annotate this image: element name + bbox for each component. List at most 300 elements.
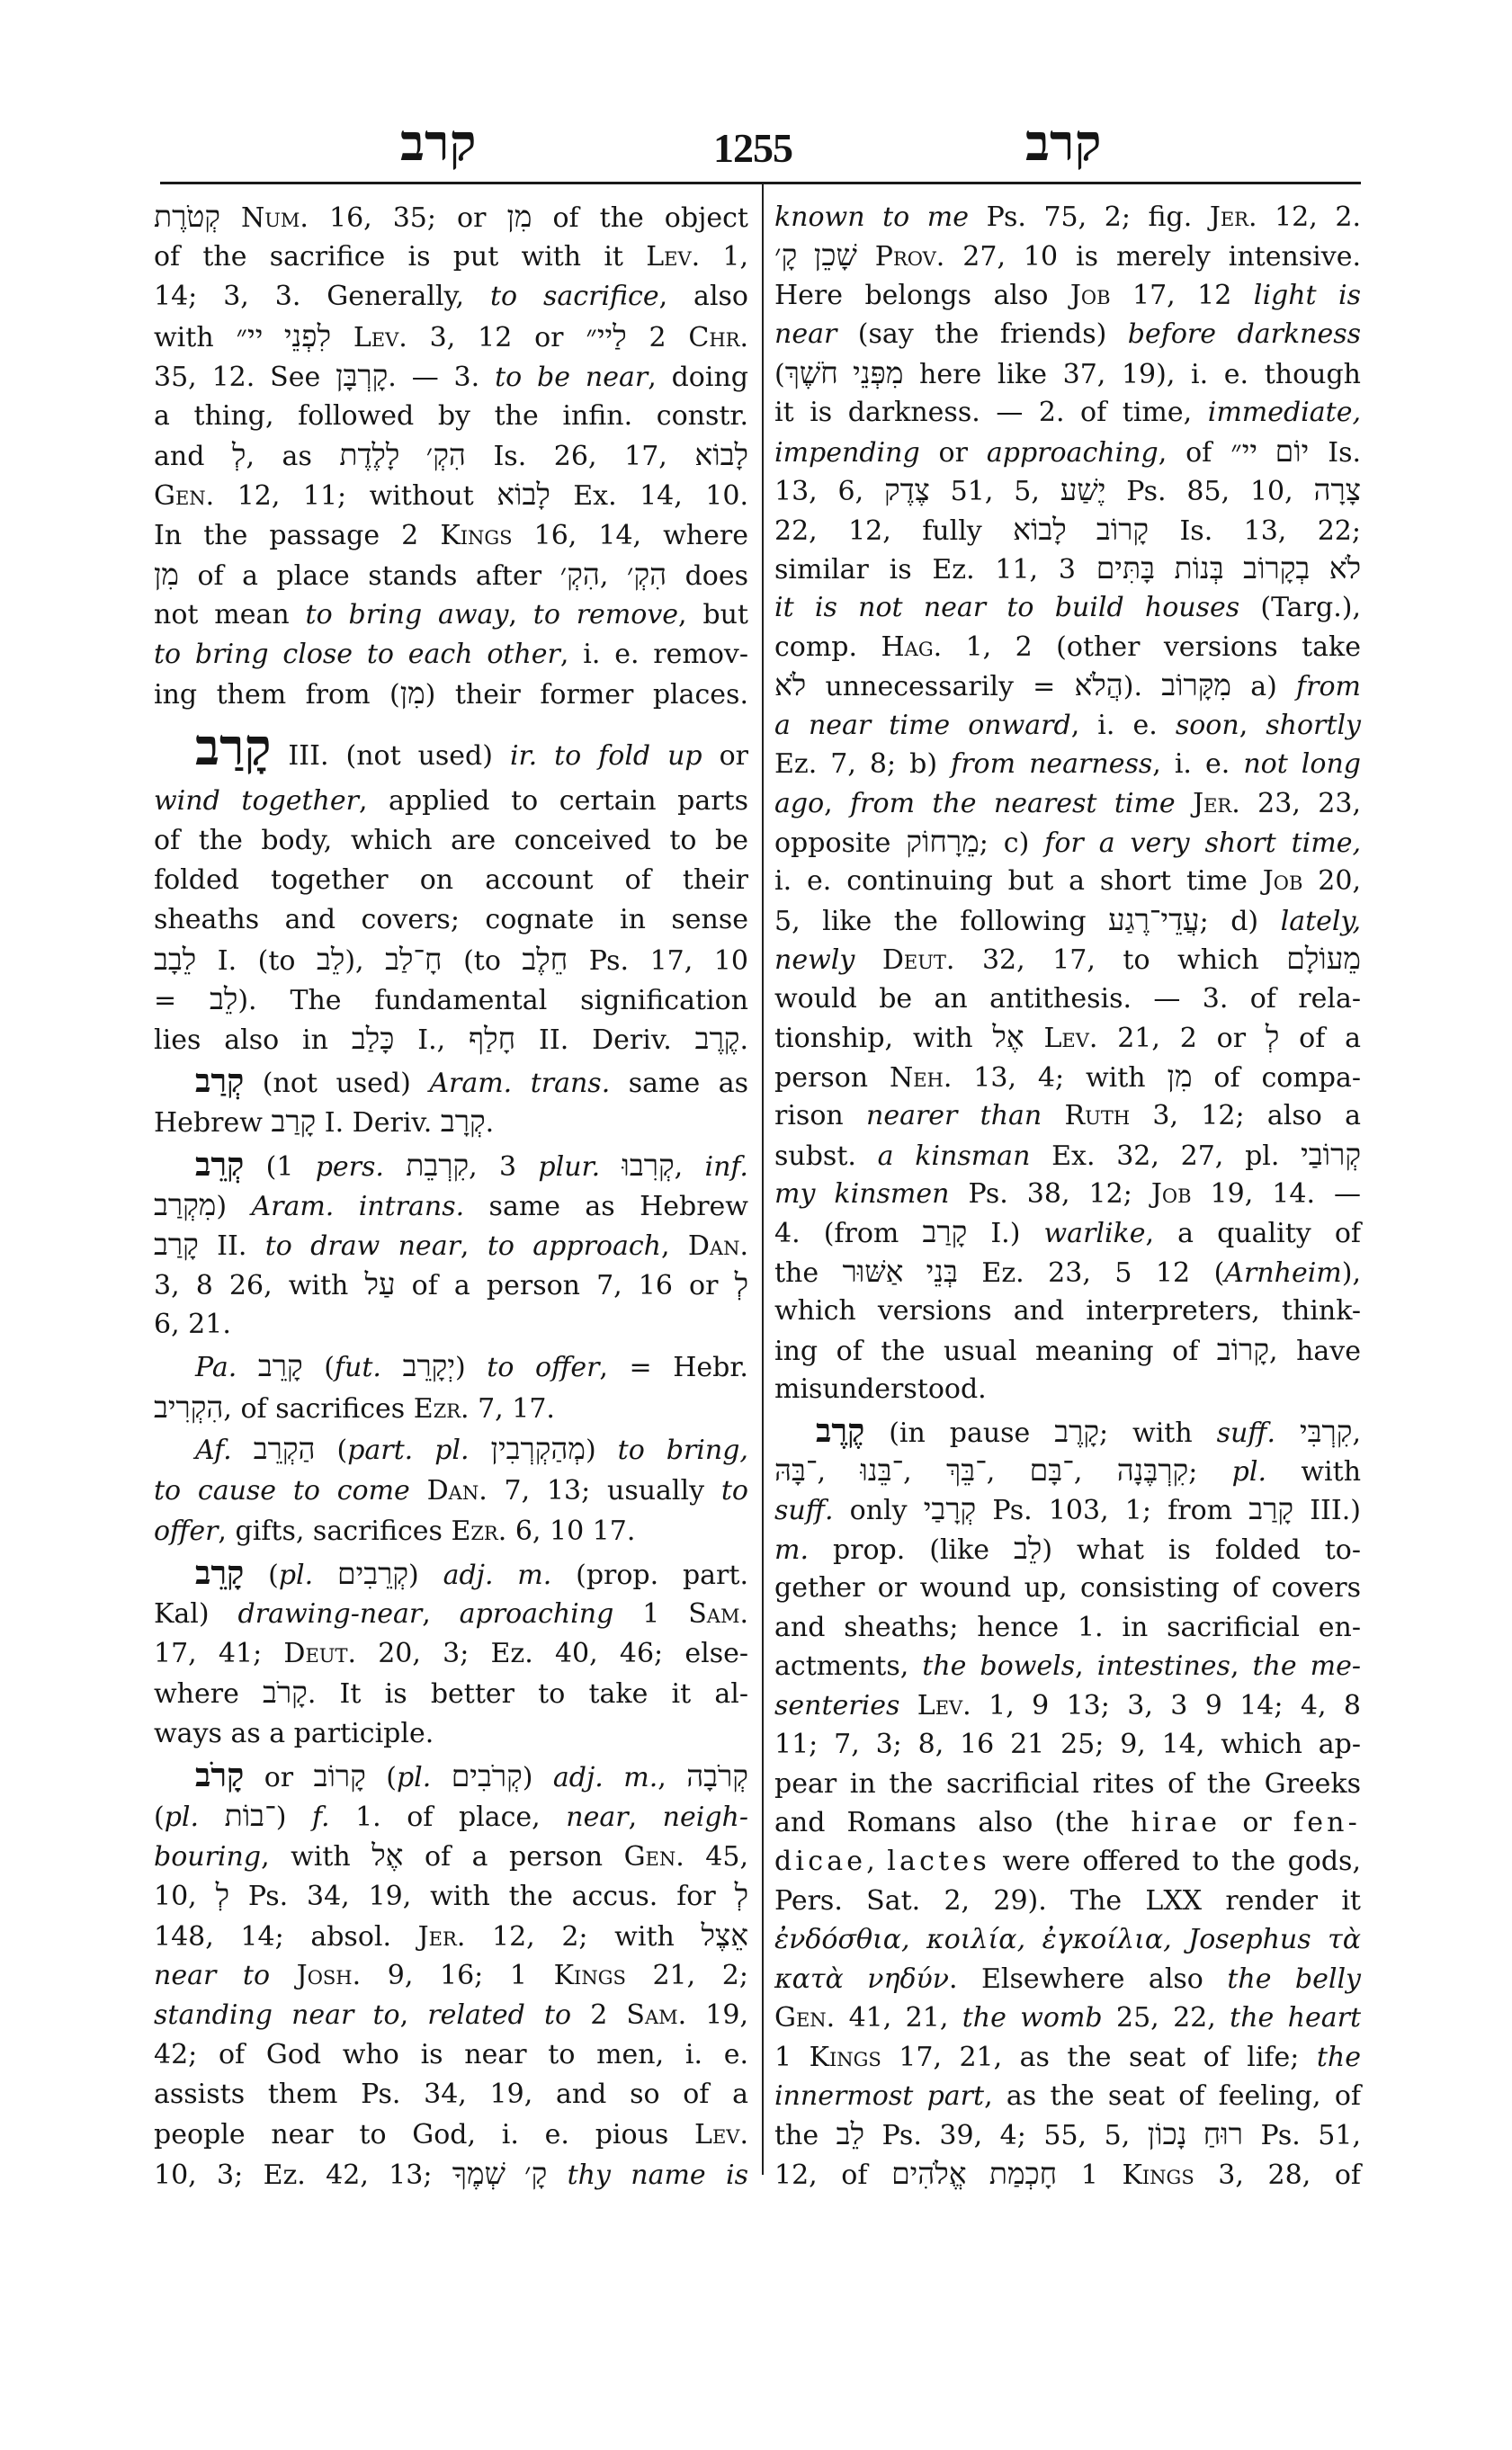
text-run: , 3 <box>469 1150 539 1183</box>
text-line <box>774 199 1361 237</box>
text-run: 7, 17. <box>469 1392 555 1425</box>
scripture-reference: Neh. <box>889 1061 953 1094</box>
hebrew-word: ־בָּהּ <box>774 1455 818 1488</box>
text-run: ; <box>1188 1456 1232 1488</box>
text-run: rison <box>774 1100 866 1132</box>
hebrew-word: קִרְבִּי <box>1300 1416 1353 1449</box>
italic-run: near <box>774 318 837 351</box>
scripture-reference: Job <box>1150 1177 1192 1210</box>
greek-word: κατὰ νηδύν <box>774 1963 949 1995</box>
italic-run: before darkness <box>1127 318 1361 351</box>
hebrew-word: ־בוֹת <box>224 1800 276 1833</box>
text-line <box>774 472 1361 510</box>
text-line <box>154 2156 748 2194</box>
text-run: ; with <box>1099 1417 1217 1449</box>
text-run: ing of the usual meaning of <box>774 1335 1217 1367</box>
text-line <box>774 1453 1361 1490</box>
right-column <box>774 199 1361 2194</box>
italic-run: impending <box>774 436 920 469</box>
hebrew-word: קְרֹבָה <box>686 1760 748 1793</box>
italic-run: from nearness <box>951 748 1153 781</box>
hebrew-word: מִן <box>1167 1060 1193 1094</box>
italic-run: drawing-near <box>237 1597 423 1630</box>
scripture-reference: Dan. <box>687 1230 749 1263</box>
text-run: folded together on account of their <box>154 864 748 897</box>
hebrew-word: מִן <box>506 201 532 234</box>
italic-run: to bring, <box>617 1435 748 1467</box>
italic-run: near to <box>154 1959 271 1991</box>
hebrew-word: קָרוֹב <box>313 1760 366 1793</box>
text-line <box>774 1648 1361 1685</box>
text-run: or <box>244 1761 314 1793</box>
text-run: 12, 2. <box>1257 201 1361 233</box>
text-line <box>154 1227 748 1265</box>
text-run: 27, 10 is merely intensive. <box>944 241 1361 273</box>
text-run: 3, 8 26, with <box>154 1270 365 1302</box>
italic-run: standing near to <box>154 1998 400 2031</box>
text-run: (Targ.), <box>1239 592 1361 624</box>
text-run: 3, 28, of <box>1194 2159 1361 2191</box>
text-line <box>774 707 1361 745</box>
scripture-reference: Job <box>1069 279 1111 311</box>
italic-run: the me- <box>1252 1650 1361 1683</box>
italic-run: known to me <box>774 201 970 233</box>
scripture-reference: Jer. <box>1209 201 1257 233</box>
text-run: or <box>1221 1806 1293 1838</box>
greek-word: τὰ <box>1328 1924 1361 1956</box>
italic-run: pl. <box>278 1559 314 1591</box>
headword: קָרֵב <box>195 1554 245 1591</box>
hebrew-word: קָרוֹב <box>1216 1334 1270 1367</box>
hebrew-word: לְ <box>734 1269 748 1302</box>
italic-run: Arnheim <box>1224 1256 1342 1289</box>
text-run: 20, 3; Ez. 40, 46; else- <box>356 1638 748 1670</box>
text-run: 148, 14; absol. <box>154 1920 418 1953</box>
text-run: , <box>824 787 851 819</box>
scripture-reference: Lev. <box>917 1689 971 1721</box>
text-line <box>774 785 1361 823</box>
text-run: 19, 14. — <box>1191 1177 1361 1210</box>
italic-run: warlike <box>1043 1218 1146 1250</box>
text-line <box>154 1472 748 1510</box>
hebrew-word: לְ <box>734 1880 748 1913</box>
italic-run: shortly <box>1266 709 1361 741</box>
hebrew-word: חָלַף <box>469 1024 516 1057</box>
hebrew-word: חֵלֶב <box>522 943 568 977</box>
entry-start-line <box>154 716 748 781</box>
scripture-reference: Lev. <box>353 321 407 353</box>
italic-run: to sacrifice <box>489 281 659 313</box>
text-run: 12, of <box>774 2159 892 2191</box>
text-run: 5, like the following <box>774 905 1108 937</box>
scripture-reference: Deut. <box>881 944 955 977</box>
column-divider <box>762 183 764 2175</box>
text-run: 22, 12, fully <box>774 514 1014 547</box>
hebrew-word: קָרְבָּן <box>336 360 389 393</box>
running-head-right: קרב <box>1025 116 1102 172</box>
text-run: 41, 21, <box>835 2002 962 2034</box>
italic-run: near <box>566 1801 629 1833</box>
text-run: 12, 2; with <box>465 1920 702 1953</box>
text-run: not mean <box>154 599 306 631</box>
text-line <box>154 1798 748 1836</box>
text-run: Ps. 103, 1; from <box>976 1495 1249 1527</box>
text-line <box>774 1882 1361 1920</box>
text-run: 2 <box>626 321 689 353</box>
text-run: , <box>460 1230 488 1263</box>
text-run: tionship, with <box>774 1023 993 1055</box>
italic-run: adj. m. <box>443 1559 552 1591</box>
text-run: , <box>817 1456 861 1488</box>
text-run: , as <box>246 441 340 473</box>
text-line <box>154 596 748 634</box>
text-run: it is darkness. — 2. of time, <box>774 397 1208 429</box>
text-run: prop. (like <box>808 1533 1015 1566</box>
text-run: , <box>1239 709 1266 741</box>
text-run: 51, 5, <box>929 476 1060 508</box>
text-run: Is. 13, 22; <box>1149 514 1361 547</box>
text-run: II. Deriv. <box>515 1024 695 1057</box>
text-line <box>774 863 1361 900</box>
italic-run: from <box>1296 671 1361 703</box>
text-line <box>774 2039 1361 2077</box>
text-line <box>774 1214 1361 1252</box>
text-line <box>154 1266 748 1304</box>
text-run: 1. of place, <box>329 1801 567 1833</box>
hebrew-word: לֵבָב <box>154 943 197 977</box>
text-run: 6, 10 17. <box>506 1515 636 1547</box>
text-run: , <box>399 1998 428 2031</box>
headword: קְרַב <box>195 1063 245 1100</box>
text-run: 12, 11; without <box>214 480 497 513</box>
hebrew-word: לֹא <box>774 670 807 703</box>
italic-run: to be near <box>495 361 649 393</box>
text-line <box>774 1921 1361 1959</box>
text-run: 17, 12 <box>1110 279 1254 311</box>
italic-run: a kinsman <box>877 1140 1031 1172</box>
hebrew-word: יוֹם יי״ <box>1230 435 1310 469</box>
text-run: of a place stands after <box>178 559 560 592</box>
hebrew-word: הַקְרֵב <box>253 1434 316 1467</box>
scripture-reference: Kings <box>809 2041 881 2073</box>
text-run: Is. <box>1309 436 1362 469</box>
text-run: 1 <box>774 2041 810 2073</box>
text-run <box>1311 1924 1328 1955</box>
hebrew-word: לֵב <box>1014 1533 1042 1566</box>
text-run: Hebrew <box>154 1107 272 1140</box>
text-run: . Elsewhere also <box>949 1963 1228 1995</box>
italic-run: Pa. <box>195 1351 237 1383</box>
text-run: same as <box>610 1068 748 1100</box>
text-run: 16, 35; or <box>308 202 507 234</box>
text-line <box>774 1843 1361 1881</box>
text-line <box>774 1097 1361 1135</box>
text-line <box>154 278 748 316</box>
text-run <box>381 1352 403 1383</box>
italic-run: the <box>1316 2041 1361 2073</box>
hebrew-word: עֲדֵי־רֶגַע <box>1108 904 1200 937</box>
text-run: of the body, which are conceived to be <box>154 825 748 857</box>
text-run: , <box>1230 1650 1253 1683</box>
hebrew-word: אֶל <box>992 1022 1024 1055</box>
scripture-reference: Ruth <box>1064 1100 1131 1132</box>
text-run: Pers. Sat. 2, 29). The LXX render it <box>774 1884 1361 1917</box>
text-run: gether or wound up, consisting of covers <box>774 1572 1361 1605</box>
italic-run: plur. <box>538 1150 601 1183</box>
text-run: (to <box>442 944 523 977</box>
italic-run: to offer <box>487 1351 600 1383</box>
scripture-reference: Sam. <box>626 1998 687 2031</box>
italic-run: pers. <box>315 1150 384 1183</box>
hebrew-word: קָרַב <box>1248 1494 1294 1527</box>
italic-run: senteries <box>774 1689 900 1721</box>
text-run: 3, 12 or <box>407 321 586 353</box>
hebrew-word: קָרֹב <box>263 1677 308 1711</box>
text-run <box>220 202 241 234</box>
italic-run: to remove <box>532 599 679 631</box>
text-run: Ex. 14, 10. <box>550 480 748 513</box>
text-run: I. (to <box>196 944 317 977</box>
text-run <box>384 1151 406 1183</box>
left-column <box>154 199 748 2194</box>
text-line <box>154 238 748 276</box>
letterspaced-word: dicae <box>774 1846 867 1878</box>
hebrew-word: לָבוֹא <box>694 440 748 473</box>
text-run: , <box>674 1150 705 1183</box>
text-run: 23, 23, <box>1239 787 1361 819</box>
text-run: of a <box>1279 1023 1361 1055</box>
letterspaced-word: lactes <box>887 1846 990 1878</box>
italic-run: innermost part <box>774 2080 985 2112</box>
text-line <box>774 941 1361 979</box>
text-line <box>154 1838 748 1875</box>
text-run: 11; 7, 3; 8, 16 21 25; 9, 14, which ap- <box>774 1729 1361 1761</box>
italic-run: pl. <box>1231 1456 1267 1488</box>
headword-large: קָרַב <box>195 720 272 776</box>
text-line <box>154 1390 748 1427</box>
running-head-left: קרב <box>400 116 477 172</box>
hebrew-word: לַיי״ <box>586 320 627 353</box>
text-run: 16, 14, where <box>512 519 748 551</box>
hebrew-word: קָרַב <box>271 1106 317 1140</box>
text-run: . It is better to take it al- <box>307 1678 749 1711</box>
text-run: ( <box>315 1435 348 1467</box>
text-run: 7, 13; usually <box>487 1475 721 1507</box>
hebrew-word: מִן <box>399 678 425 711</box>
text-run: ) <box>216 1190 252 1222</box>
italic-run: part. pl. <box>347 1435 470 1467</box>
text-run: 19, <box>686 1998 749 2031</box>
hebrew-word: קְרֵבִים <box>337 1558 409 1591</box>
hebrew-word: מִן <box>154 559 179 592</box>
text-line <box>774 746 1361 783</box>
text-run: of the object <box>532 202 748 234</box>
text-line <box>774 550 1361 588</box>
text-run: 13, 6, <box>774 476 885 508</box>
italic-run: light is <box>1253 279 1362 311</box>
text-run: 2 <box>571 1998 627 2031</box>
text-line <box>154 1104 748 1141</box>
text-run: 17, 41; <box>154 1638 284 1670</box>
text-run: (1 <box>244 1150 316 1183</box>
italic-run: ir. to fold up <box>509 739 702 772</box>
italic-run: m. <box>774 1533 809 1566</box>
text-line <box>774 1999 1361 2037</box>
text-run: 20, <box>1302 865 1362 898</box>
text-run: a thing, followed by the infin. constr. <box>154 400 748 433</box>
text-run: ; c) <box>979 827 1045 859</box>
text-run: the <box>774 1256 843 1289</box>
italic-run: suff. <box>1216 1417 1276 1449</box>
text-run <box>854 944 882 976</box>
italic-run: the bowels <box>922 1650 1076 1683</box>
text-line <box>774 237 1361 275</box>
text-run: II. <box>198 1230 265 1263</box>
text-run: Ex. 32, 27, pl. <box>1030 1140 1302 1172</box>
text-run: , <box>599 559 627 592</box>
text-line <box>774 1371 1361 1408</box>
text-run: I. Deriv. <box>316 1107 441 1140</box>
italic-run: my kinsmen <box>774 1177 950 1210</box>
text-run: ), <box>344 944 386 977</box>
italic-run: intestines <box>1096 1650 1230 1683</box>
text-line <box>154 862 748 899</box>
text-line <box>154 1715 748 1753</box>
hebrew-word: לְ <box>232 440 246 473</box>
text-line <box>774 1059 1361 1096</box>
text-run: , <box>986 1456 1030 1488</box>
text-run: , applied to certain parts <box>358 784 748 817</box>
entry-start-line <box>154 1346 748 1388</box>
hebrew-word: קְרוֹבַי <box>1301 1139 1361 1172</box>
text-run: 4. (from <box>774 1218 923 1250</box>
text-run: Ps. 38, 12; <box>949 1177 1151 1210</box>
italic-run: wind together <box>154 784 359 817</box>
text-run: ( <box>774 358 785 390</box>
headword: קָרֹב <box>195 1757 245 1793</box>
hebrew-word: קְרֹבִים <box>451 1760 523 1793</box>
scripture-reference: Josh. <box>296 1959 362 1991</box>
text-run: , have <box>1269 1335 1361 1367</box>
text-run: Is. 26, 17, <box>465 441 695 473</box>
text-line <box>154 477 748 514</box>
hebrew-word: חָ־לַב <box>385 943 443 977</box>
text-run: , a quality of <box>1145 1218 1361 1250</box>
italic-run: the heart <box>1230 2002 1361 2034</box>
text-run: ) <box>585 1435 618 1467</box>
text-run <box>237 1352 258 1383</box>
hebrew-word: קֶרֶב <box>694 1024 740 1057</box>
hebrew-word: חָכְמַת אֱלֹהִים <box>891 2158 1058 2191</box>
italic-run: to bring close to each other <box>154 639 560 671</box>
text-run: ways as a participle. <box>154 1717 434 1749</box>
text-run: ) <box>455 1351 488 1383</box>
hebrew-word: הִקְ׳ <box>626 559 667 592</box>
text-run <box>470 1435 491 1466</box>
hebrew-word: קָ׳ שְׁמֶךָ <box>452 2158 548 2191</box>
text-run: 13, 4; with <box>952 1061 1168 1094</box>
hebrew-word: קְטֹרֶת <box>154 201 220 234</box>
text-run: ; d) <box>1199 905 1281 937</box>
text-run: ing them from ( <box>154 679 400 711</box>
text-run: , but <box>678 599 748 631</box>
italic-run: lately, <box>1280 905 1361 937</box>
text-run: ). <box>1123 671 1162 703</box>
text-line <box>774 980 1361 1018</box>
scripture-reference: Hag. <box>881 630 943 663</box>
text-run: same as Hebrew <box>464 1190 748 1222</box>
italic-run: to <box>720 1475 748 1507</box>
text-run: ( <box>154 1801 165 1833</box>
hebrew-word: מִקָּרוֹב <box>1161 670 1231 703</box>
italic-run: Aram. intrans. <box>251 1190 465 1222</box>
text-run: with <box>1266 1456 1362 1488</box>
text-run: , i. e. <box>1152 748 1244 781</box>
text-run: Ps. 51, <box>1242 2120 1362 2152</box>
hebrew-word: לֵב <box>836 2119 865 2152</box>
text-run: I.) <box>967 1218 1044 1250</box>
hebrew-word: רוּחַ נָכוֹן <box>1147 2119 1243 2152</box>
italic-run: offer <box>154 1515 219 1547</box>
text-run: were offered to the gods, <box>989 1846 1361 1878</box>
text-run: 9, 16; 1 <box>361 1959 554 1991</box>
text-run: or <box>919 436 987 469</box>
page-number: 1255 <box>713 125 792 171</box>
text-line <box>154 1918 748 1955</box>
scripture-reference: Sam. <box>688 1597 748 1630</box>
scripture-reference: Lev. <box>646 241 701 273</box>
hebrew-word: קִרְבֵת <box>406 1149 470 1183</box>
text-line <box>774 2156 1361 2194</box>
text-run: (in pause <box>864 1417 1055 1449</box>
italic-run: pl. <box>164 1801 200 1833</box>
text-run: (prop. part. <box>551 1559 748 1591</box>
text-line <box>774 1961 1361 1998</box>
text-run: Kal) <box>154 1597 238 1630</box>
text-run <box>431 1762 451 1793</box>
hebrew-word: לֹא בְקָרוֹב בְּנוֹת בָּתִּים <box>1096 552 1361 586</box>
text-run: actments, <box>774 1650 923 1683</box>
text-run: , <box>628 1801 663 1833</box>
text-line <box>154 1997 748 2034</box>
text-run: a) <box>1230 671 1297 703</box>
text-run <box>410 1475 427 1507</box>
text-run <box>331 322 353 353</box>
text-line <box>154 398 748 435</box>
text-line <box>774 277 1361 315</box>
entry-start-line <box>154 1552 748 1594</box>
header-rule <box>160 182 1361 184</box>
text-run: , <box>658 1761 687 1793</box>
text-run: 1 <box>1057 2159 1123 2191</box>
text-run: ) <box>408 1559 443 1591</box>
italic-run: not long <box>1243 748 1361 781</box>
text-run: opposite <box>774 827 907 859</box>
text-line <box>154 675 748 713</box>
text-line <box>774 1019 1361 1057</box>
text-run: subst. <box>774 1140 878 1172</box>
text-run: III.) <box>1293 1495 1361 1527</box>
italic-run: fut. <box>334 1351 381 1383</box>
scripture-reference: Gen. <box>774 2002 836 2034</box>
text-run: ) <box>522 1761 553 1793</box>
italic-run: suff. <box>774 1495 834 1527</box>
entry-start-line <box>154 1144 748 1185</box>
text-run: where <box>154 1678 264 1711</box>
text-run: , <box>422 1597 460 1630</box>
entry-start-line <box>774 1410 1361 1452</box>
text-line <box>774 902 1361 940</box>
